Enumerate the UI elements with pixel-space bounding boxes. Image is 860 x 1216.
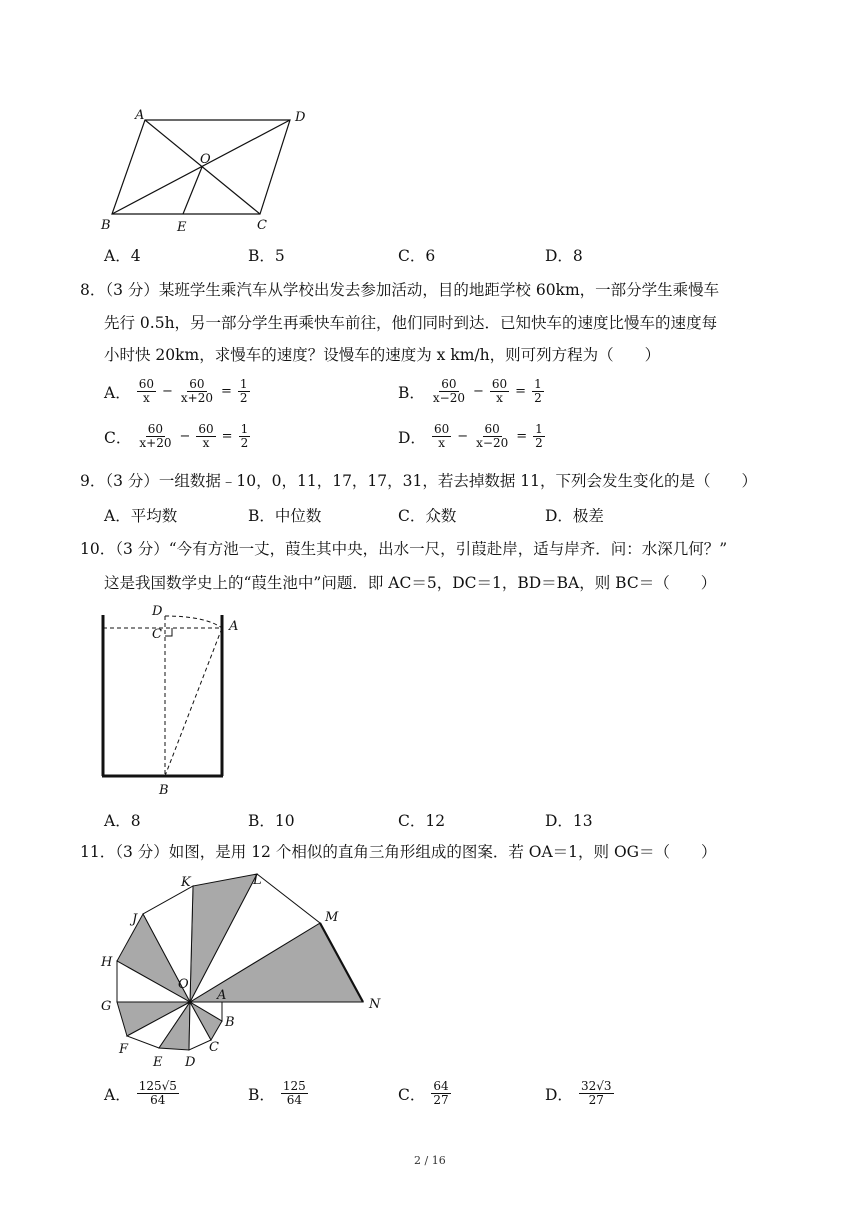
fraction: $\frac{60}{x-20}$ <box>476 422 509 450</box>
q7-option-d: D．8 <box>545 247 583 265</box>
fraction: $\frac{1}{2}$ <box>535 422 543 450</box>
label-E: E <box>177 220 187 235</box>
label-C: C <box>257 218 267 233</box>
label-B: B <box>101 218 111 233</box>
label-O: O <box>178 977 189 992</box>
fraction: $\frac{1}{2}$ <box>240 422 249 450</box>
q8-option-c: C． $\frac{60}{x+20}$ − $\frac{60}{x}$ = $\frac{1}{2}$ <box>104 422 249 450</box>
q9-option-d: D．极差 <box>545 507 604 525</box>
q7-option-b: B．5 <box>248 247 285 265</box>
fraction: $\frac{125√5}{64}$ <box>138 1079 177 1107</box>
q11-option-b: B． $\frac{125}{64}$ <box>248 1079 306 1107</box>
fraction: $\frac{60}{x}$ <box>138 377 154 405</box>
q11-option-a: A． $\frac{125√5}{64}$ <box>104 1079 177 1107</box>
q8-text-line2: 先行 0.5h，另一部分学生再乘快车前往，他们同时到达．已知快车的速度比慢车的速度每 <box>104 314 718 332</box>
q8-text-line3: 小时快 20km，求慢车的速度？设慢车的速度为 x km/h，则可列方程为（ ） <box>104 346 661 364</box>
label-K: K <box>181 875 191 890</box>
label-M: M <box>325 910 339 925</box>
fraction: $\frac{60}{x+20}$ <box>139 422 172 450</box>
label-C: C <box>152 627 162 642</box>
q11-text: 11．（3 分）如图，是用 12 个相似的直角三角形组成的图案．若 OA＝1，则 OG＝（ ） <box>80 843 717 861</box>
label-B: B <box>159 783 169 798</box>
q11-option-c: C． $\frac{64}{27}$ <box>398 1079 449 1107</box>
label-J: J <box>132 912 138 927</box>
label-C: C <box>209 1040 219 1055</box>
label-O: O <box>200 152 211 167</box>
q10-text-line2: 这是我国数学史上的“葭生池中”问题．即 AC＝5，DC＝1，BD＝BA，则 BC＝（ ） <box>104 574 717 592</box>
label-H: H <box>101 955 113 970</box>
fraction: $\frac{60}{x}$ <box>198 422 214 450</box>
fraction: $\frac{60}{x}$ <box>433 422 450 450</box>
label-B: B <box>225 1015 235 1030</box>
fraction: $\frac{60}{x+20}$ <box>180 377 213 405</box>
q8-text-line1: 8．（3 分）某班学生乘汽车从学校出发去参加活动，目的地距学校 60km，一部分学生乘慢车 <box>80 281 720 299</box>
spiral-triangles-figure <box>95 866 395 1076</box>
label-D: D <box>185 1055 196 1070</box>
fraction: $\frac{60}{x}$ <box>491 377 508 405</box>
label-N: N <box>369 997 381 1012</box>
fraction: $\frac{125}{64}$ <box>282 1079 306 1107</box>
q10-option-a: A．8 <box>104 812 141 830</box>
fraction: $\frac{32√3}{27}$ <box>580 1079 612 1107</box>
fraction: $\frac{64}{27}$ <box>433 1079 449 1107</box>
label-F: F <box>119 1042 129 1057</box>
label-E: E <box>153 1055 163 1070</box>
page-number: 2 / 16 <box>414 1154 446 1167</box>
pond-figure <box>95 600 255 800</box>
label-A: A <box>229 619 239 634</box>
q11-option-d: D． $\frac{32√3}{27}$ <box>545 1079 612 1107</box>
q10-option-c: C．12 <box>398 812 446 830</box>
q7-option-c: C．6 <box>398 247 436 265</box>
q9-option-a: A．平均数 <box>104 507 178 525</box>
label-G: G <box>101 999 112 1014</box>
parallelogram-figure <box>95 105 325 235</box>
fraction: $\frac{60}{x-20}$ <box>432 377 465 405</box>
q9-text: 9．（3 分）一组数据﹣10，0，11，17，17，31，若去掉数据 11，下列会发生变化的是（ ） <box>80 472 758 490</box>
q9-option-b: B．中位数 <box>248 507 322 525</box>
label-D: D <box>295 110 306 125</box>
q10-option-d: D．13 <box>545 812 593 830</box>
q8-option-d: D． $\frac{60}{x}$ − $\frac{60}{x-20}$ = $\frac{1}{2}$ <box>398 422 543 450</box>
q10-option-b: B．10 <box>248 812 295 830</box>
label-A: A <box>135 108 145 123</box>
q9-option-c: C．众数 <box>398 507 457 525</box>
fraction: $\frac{1}{2}$ <box>534 377 542 405</box>
q7-option-a: A．4 <box>104 247 141 265</box>
q8-option-b: B． $\frac{60}{x-20}$ − $\frac{60}{x}$ = $\frac{1}{2}$ <box>398 377 542 405</box>
label-A: A <box>217 988 227 1003</box>
label-D: D <box>152 604 163 619</box>
q10-text-line1: 10．（3 分）“今有方池一丈，葭生其中央，出水一尺，引葭赴岸，适与岸齐．问：水深几何？” <box>80 540 728 558</box>
fraction: $\frac{1}{2}$ <box>239 377 248 405</box>
q8-option-a: A． $\frac{60}{x}$ − $\frac{60}{x+20}$ = $\frac{1}{2}$ <box>104 377 248 405</box>
label-L: L <box>253 873 262 888</box>
